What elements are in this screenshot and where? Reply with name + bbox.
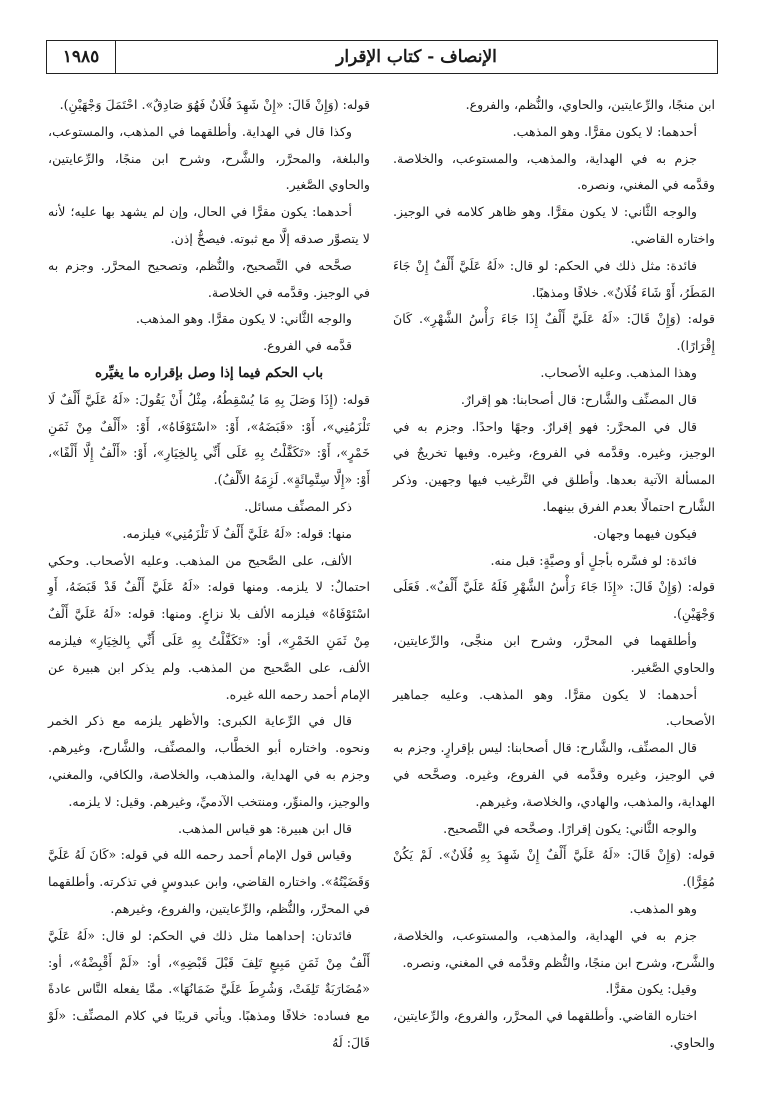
paragraph: قوله: (وَإِنْ قَالَ: «إِنْ شَهِدَ فُلَانٌ فَهُوَ صَادِقٌ». احْتَمَلَ وَجْهَيْنِ).	[59, 97, 370, 112]
paragraph: صحَّحه في التَّصحيح، والنُّظم، وتصحيح المحرَّر. وجزم به في الوجيز. وقدَّمه في الخلاصة.	[48, 257, 370, 300]
paragraph: أحدهما: يكون مقرًّا في الحال، وإن لم يشهد بها عليه؛ لأنه لا يتصوَّر صدقه إلَّا مع ثبوته. فيصحُّ إذن.	[48, 204, 370, 246]
paragraph: وهو المذهب.	[629, 900, 697, 916]
paragraph: ذكر المصنِّف مسائل.	[244, 498, 352, 514]
paragraph: الألف، على الصَّحيح من المذهب. وعليه الأصحاب. وحكي احتمالٌ: لا يلزمه. ومنها قوله: «لَهُ عَلَيَّ أَلْفٌ قَدْ قَبَضَهُ، أَوِ اسْتَوْفَاهُ» فيلزمه الألف بلا نزاعٍ. ومنها: قوله: «لَهُ عَلَيَّ أَلْفٌ مِنْ ثَمَنِ الخَمْرِ»، أو: «تَكَفَّلْتُ بِهِ عَلَى أَنِّي بِالخِيَارِ» فيلزمه الألف، على الصَّحيح من المذهب. ولم يذكر ابن هبيرة عن الإمام أحمد رحمه الله غيره.	[48, 552, 370, 702]
paragraph: قال ابن هبيرة: هو قياس المذهب.	[177, 820, 352, 836]
paragraph: فيكون فيهما وجهان.	[592, 525, 697, 541]
paragraph: والوجه الثَّاني: يكون إقرارًا. وصحَّحه في التَّصحيح.	[443, 820, 697, 836]
paragraph: قدَّمه في الفروع.	[263, 338, 352, 354]
paragraph: قوله: (وَإِنْ قَالَ: «لَهُ عَلَيَّ أَلْفٌ إِنْ شَهِدَ بِهِ فُلَانٌ». لَمْ يَكُنْ مُقِرًّا).	[393, 847, 715, 890]
chapter-heading: باب الحكم فيما إذا وصل بإقراره ما يغيِّره	[94, 364, 324, 381]
paragraph: فائدة: مثل ذلك في الحكم: لو قال: «لَهُ عَلَيَّ أَلْفٌ إِنْ جَاءَ المَطَرُ، أَوْ شَاءَ فُلَانٌ». خلافًا ومذهبًا.	[393, 257, 715, 300]
paragraph: جزم به في الهداية، والمذهب، والمستوعب، والخلاصة. وقدَّمه في المغني، ونصره.	[393, 150, 715, 193]
paragraph: والوجه الثَّاني: لا يكون مقرًّا. وهو المذهب.	[135, 311, 352, 327]
paragraph: أحدهما: لا يكون مقرًّا. وهو المذهب. وعليه جماهير الأصحاب.	[393, 686, 715, 729]
paragraph: قوله: (وَإِنْ قَالَ: «إِذَا جَاءَ رَأْسُ الشَّهْرِ فَلَهُ عَلَيَّ أَلْفٌ». فَعَلَى وَجْهَيْنِ).	[393, 579, 715, 622]
paragraph: وقيل: يكون مقرًّا.	[605, 981, 697, 997]
paragraph: جزم به في الهداية، والمذهب، والمستوعب، والخلاصة، والشَّرح، وشرح ابن منجًا، والنُّظم وقدَّمه في المغني، ونصره.	[393, 927, 715, 970]
paragraph: قال في الرِّعاية الكبرى: والأظهر يلزمه مع ذكر الخمر ونحوه. واختاره أبو الخطَّاب، والمصنِّف، والشَّارح، وغيرهم. وجزم به في الهداية، والمذهب، والخلاصة، والكافي، والمغني، والوجيز، والمنوِّر، ومنتخب الآدميِّ، وغيرهم. وقيل: لا يلزمه.	[48, 713, 370, 809]
paragraph: والوجه الثَّاني: لا يكون مقرًّا. وهو ظاهر كلامه في الوجيز. واختاره القاضي.	[393, 204, 715, 246]
paragraph: وأطلقهما في المحرَّر، وشرح ابن منجَّى، والرِّعايتين، والحاوي الصَّغير.	[393, 632, 715, 675]
paragraph: وكذا قال في الهداية. وأطلقهما في المذهب، والمستوعب، والبلغة، والمحرَّر، والشَّرح، وشرح ابن منجًا، والرِّعايتين، والحاوي الصَّغير.	[48, 123, 370, 193]
paragraph: فائدة: لو فسَّره بأجلٍ أو وصيَّةٍ: قبل منه.	[490, 552, 697, 568]
paragraph: ابن منجًا، والرِّعايتين، والحاوي، والنُّظم، والفروع.	[465, 97, 715, 112]
page-number: ١٩٨٥	[47, 41, 116, 73]
paragraph: اختاره القاضي. وأطلقهما في المحرَّر، والفروع، والرِّعايتين، والحاوي.	[393, 1008, 715, 1050]
running-title: الإنصاف - كتاب الإقرار	[336, 47, 497, 67]
paragraph: وقياس قول الإمام أحمد رحمه الله في قوله: «كَانَ لَهُ عَلَيَّ وَقَضَيْتُهُ». واختاره القاضي، وابن عبدوسٍ في تذكرته. وأطلقهما في المحرَّر، والنُّظم، والرِّعايتين، والفروع، وغيرهم.	[48, 847, 370, 916]
paragraph: قوله: (إِذَا وَصَلَ بِهِ مَا يُسْقِطُهُ، مِثْلُ أَنْ يَقُولَ: «لَهُ عَلَيَّ أَلْفٌ لَا تَلْزَمُنِي»، أَوْ: «قَبَضَهُ»، أَوْ: «اسْتَوْفَاهُ»، أَوْ: «أَلْفٌ مِنْ ثَمَنِ خَمْرٍ»، أَوْ: «تَكَفَّلْتُ بِهِ عَلَى أَنِّي بِالخِيَارِ»، أَوْ: «أَلْفٌ إِلَّا أَلْفًا»، أَوْ: «إِلَّا سِتَّمِائَةٍ». لَزِمَهُ الأَلْفُ).	[48, 391, 370, 488]
paragraph: قال المصنِّف والشَّارح: قال أصحابنا: هو إقرارٌ.	[460, 391, 697, 407]
paragraph: قال في المحرَّر: فهو إقرارٌ. وجهًا واحدًا. وجزم به في الوجيز، وغيره. وقدَّمه في الفروع، وغيره. وفيها تخريجٌ في المسألة الآتية بعدها. وأطلق في التَّرغيب فيها وجهين. وذكر الشَّارح احتمالًا بعدم الفرق بينهما.	[393, 418, 715, 514]
paragraph: منها: قوله: «لَهُ عَلَيَّ أَلْفٌ لَا تَلْزَمُنِي» فيلزمه.	[122, 525, 352, 541]
paragraph: فائدتان: إحداهما مثل ذلك في الحكم: لو قال: «لَهُ عَلَيَّ أَلْفٌ مِنْ ثَمَنِ مَبِيعٍ تَلِفَ قَبْلَ قَبْضِهِ»، أو: «لَمْ أَقْبِضْهُ»، أو: «مُضَارَبَةٌ تَلِفَتْ، وَشُرِطَ عَلَيَّ ضَمَانُهَا». ممَّا يفعله النَّاس عادةً مع فساده: خلافًا ومذهبًا. ويأتي قريبًا في كلام المصنِّف: «لَوْ قَالَ: لَهُ	[48, 927, 370, 1050]
paragraph: قوله: (وَإِنْ قَالَ: «لَهُ عَلَيَّ أَلْفٌ إِذَا جَاءَ رَأْسُ الشَّهْرِ». كَانَ إِقْرَارًا).	[393, 311, 715, 354]
left-column	[48, 92, 370, 1057]
paragraph: قال المصنِّف، والشَّارح: قال أصحابنا: ليس بإقرارٍ. وجزم به في الوجيز، وغيره وقدَّمه في الفروع، وغيره. وصحَّحه في الهداية، والمذهب، والهادي، والخلاصة، وغيرهم.	[393, 740, 715, 809]
right-column	[393, 92, 715, 1057]
paragraph: أحدهما: لا يكون مقرًّا. وهو المذهب.	[512, 123, 697, 139]
page-header	[46, 40, 718, 74]
paragraph: وهذا المذهب. وعليه الأصحاب.	[540, 364, 697, 380]
